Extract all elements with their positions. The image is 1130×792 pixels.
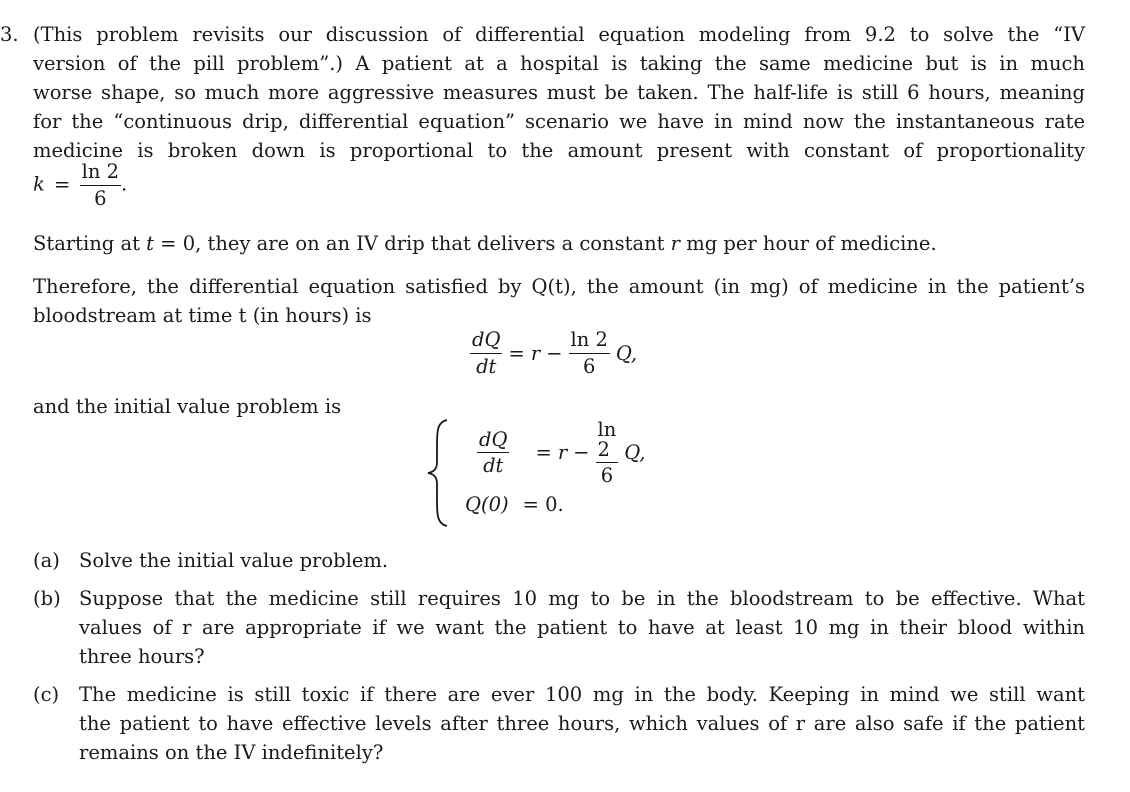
part-body bbox=[79, 680, 1085, 767]
part-line: remains on the IV indefinitely? bbox=[79, 741, 384, 764]
k-fraction bbox=[80, 162, 121, 208]
system-r: r bbox=[557, 441, 568, 465]
part-body bbox=[79, 546, 1085, 575]
part-line: Solve the initial value problem. bbox=[79, 549, 389, 572]
part-body bbox=[79, 584, 1085, 671]
problem-intro bbox=[33, 20, 1085, 165]
dq: dQ bbox=[470, 330, 502, 354]
ln2-over-6 bbox=[569, 330, 610, 376]
part-line: The medicine is still toxic if there are ever 100 mg in the body. Keeping in mind we still want bbox=[79, 683, 1085, 706]
therefore-line: bloodstream at time t (in hours) is bbox=[33, 304, 372, 327]
intro-line: version of the pill problem”.) A patient at a hospital is taking the same medicine but is in much bbox=[33, 52, 1085, 75]
initial-value: = 0. bbox=[522, 493, 564, 516]
ln2: ln 2 bbox=[569, 330, 610, 354]
part-label: (c) bbox=[33, 683, 60, 706]
intro-line: worse shape, so much more aggressive measures must be taken. The half-life is still 6 hours, meaning bbox=[33, 81, 1085, 104]
k-definition bbox=[33, 162, 127, 208]
initial-value-problem bbox=[425, 418, 645, 528]
q-of-zero: Q(0) bbox=[465, 493, 509, 516]
part-label: (b) bbox=[33, 587, 61, 610]
system-ln2: ln 2 bbox=[596, 420, 619, 463]
therefore-paragraph bbox=[33, 272, 1085, 330]
k-period: . bbox=[120, 172, 128, 196]
k-denominator: 6 bbox=[94, 186, 107, 210]
start-t: t bbox=[146, 232, 154, 255]
start-mid: = 0, they are on an IV drip that delivers a constant bbox=[153, 232, 671, 255]
system-dt: dt bbox=[483, 454, 504, 478]
dq-dt-fraction bbox=[470, 330, 502, 376]
minus-sign: − bbox=[546, 341, 563, 365]
left-brace-icon bbox=[425, 418, 455, 528]
six: 6 bbox=[582, 354, 596, 378]
system-minus: − bbox=[573, 441, 590, 465]
part-line: values of r are appropriate if we want the patient to have at least 10 mg in their blood within bbox=[79, 616, 1085, 639]
system-dq: dQ bbox=[477, 430, 509, 454]
system-q-term: Q, bbox=[624, 441, 646, 465]
equals-sign: = bbox=[508, 341, 525, 365]
part-line: three hours? bbox=[79, 645, 205, 668]
k-equals: = bbox=[54, 172, 71, 196]
part-line: the patient to have effective levels after three hours, which values of r are also safe if the patient bbox=[79, 712, 1085, 735]
system-dq-dt bbox=[477, 427, 509, 478]
k-numerator: ln 2 bbox=[80, 162, 121, 186]
intro-line: (This problem revisits our discussion of differential equation modeling from 9.2 to solve the “IV bbox=[33, 23, 1085, 46]
system-ln2-over-6 bbox=[596, 420, 619, 486]
intro-line: medicine is broken down is proportional to the amount present with constant of proportionality bbox=[33, 139, 1085, 162]
start-post: mg per hour of medicine. bbox=[680, 232, 937, 255]
rate-r: r bbox=[530, 341, 541, 365]
starting-sentence bbox=[33, 229, 1085, 258]
intro-line: for the “continuous drip, differential equation” scenario we have in mind now the instantaneous rate bbox=[33, 110, 1085, 133]
k-variable: k bbox=[33, 172, 45, 196]
dt: dt bbox=[476, 354, 497, 378]
system-six: 6 bbox=[600, 464, 614, 487]
q-term: Q, bbox=[615, 341, 638, 365]
part-line: Suppose that the medicine still requires 10 mg to be in the bloodstream to be effective. What bbox=[79, 587, 1085, 610]
system-equals: = bbox=[535, 441, 552, 465]
system-equation bbox=[477, 420, 646, 486]
therefore-line: Therefore, the differential equation satisfied by Q(t), the amount (in mg) of medicine in the patient’s bbox=[33, 275, 1085, 298]
starting-line bbox=[33, 229, 1085, 258]
initial-condition bbox=[465, 490, 564, 519]
start-r: r bbox=[670, 232, 680, 255]
problem-number: 3. bbox=[0, 23, 19, 46]
differential-equation bbox=[470, 330, 637, 376]
part-label: (a) bbox=[33, 549, 60, 572]
ivp-label: and the initial value problem is bbox=[33, 395, 342, 418]
start-pre: Starting at bbox=[33, 232, 147, 255]
